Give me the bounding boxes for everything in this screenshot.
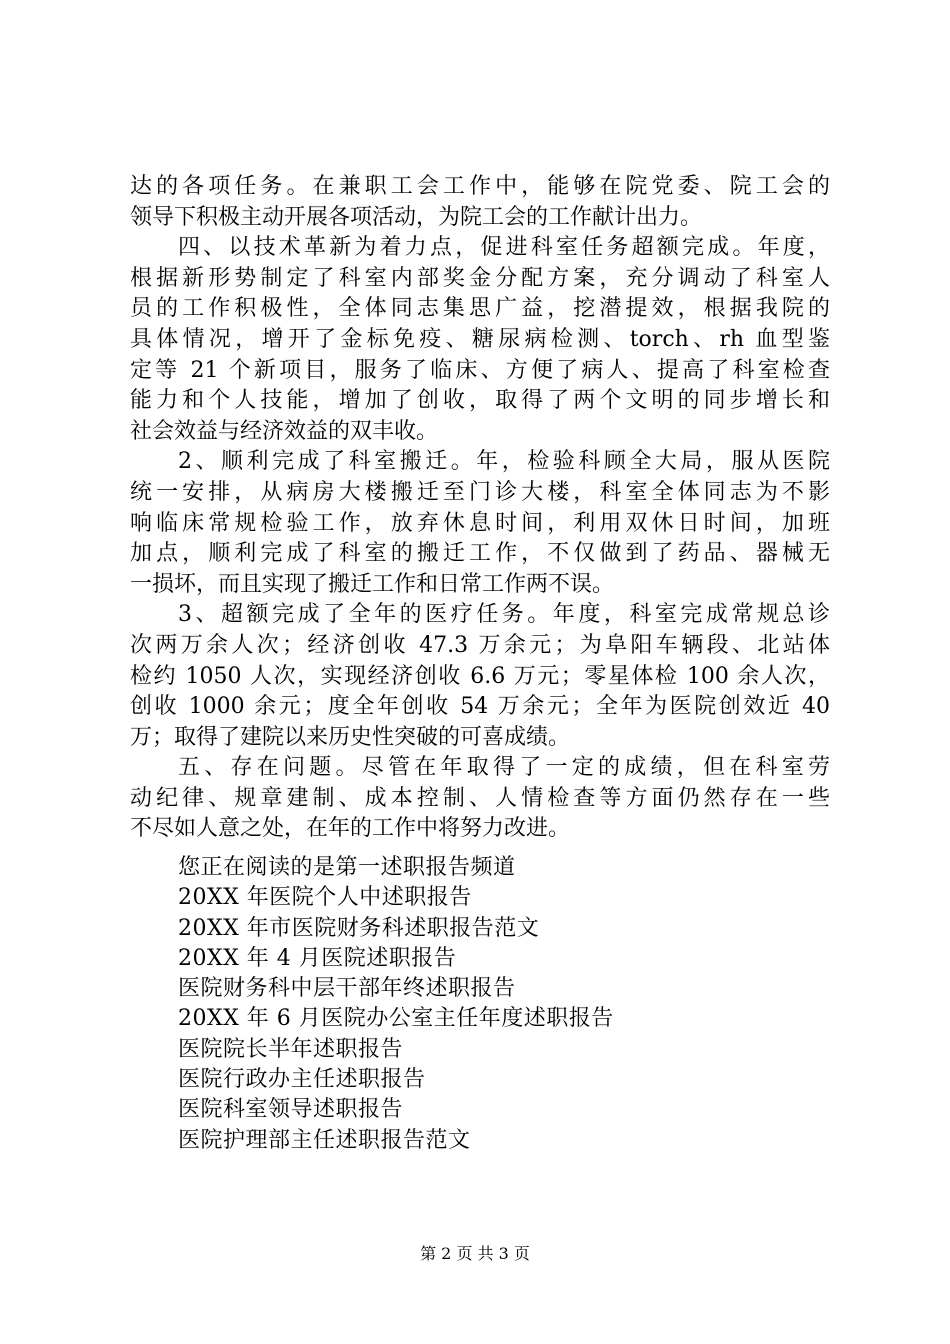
body-text bbox=[130, 172, 830, 845]
related-link[interactable]: 医院院长半年述职报告 bbox=[178, 1036, 404, 1062]
text-line: 2、顺利完成了科室搬迁。年，检验科顾全大局，服从医院 bbox=[178, 449, 830, 475]
page-number-footer: 第 2 页 共 3 页 bbox=[420, 1244, 530, 1263]
text-line: 员的工作积极性，全体同志集思广益，挖潜提效，根据我院的 bbox=[130, 296, 830, 322]
section-heading-line: 五、存在问题。尽管在年取得了一定的成绩，但在科室劳 bbox=[178, 755, 830, 781]
text-line: 动纪律、规章建制、成本控制、人情检查等方面仍然存在一些 bbox=[130, 785, 830, 811]
related-link[interactable]: 20XX 年市医院财务科述职报告范文 bbox=[178, 915, 540, 941]
text-line: 领导下积极主动开展各项活动，为院工会的工作献计出力。 bbox=[130, 204, 703, 230]
text-line: 具体情况，增开了金标免疫、糖尿病检测、torch、rh 血型鉴 bbox=[130, 326, 830, 352]
text-line: 社会效益与经济效益的双丰收。 bbox=[130, 418, 439, 444]
related-link[interactable]: 20XX 年 6 月医院办公室主任年度述职报告 bbox=[178, 1006, 614, 1032]
text-line: 加点，顺利完成了科室的搬迁工作，不仅做到了药品、器械无 bbox=[130, 541, 830, 567]
text-line: 响临床常规检验工作，放弃休息时间，利用双休日时间，加班 bbox=[130, 510, 830, 536]
text-line: 万；取得了建院以来历史性突破的可喜成绩。 bbox=[130, 724, 571, 750]
text-line: 创收 1000 余元；度全年创收 54 万余元；全年为医院创效近 40 bbox=[130, 694, 830, 720]
related-link[interactable]: 医院科室领导述职报告 bbox=[178, 1097, 404, 1123]
text-line: 3、超额完成了全年的医疗任务。年度，科室完成常规总诊 bbox=[178, 602, 830, 628]
related-link[interactable]: 医院财务科中层干部年终述职报告 bbox=[178, 976, 516, 1002]
channel-notice: 您正在阅读的是第一述职报告频道 bbox=[178, 855, 516, 880]
related-links-list bbox=[178, 853, 738, 1156]
text-line: 根据新形势制定了科室内部奖金分配方案，充分调动了科室人 bbox=[130, 265, 830, 291]
related-link[interactable]: 20XX 年医院个人中述职报告 bbox=[178, 885, 472, 911]
text-line: 不尽如人意之处，在年的工作中将努力改进。 bbox=[130, 816, 571, 842]
related-link[interactable]: 医院行政办主任述职报告 bbox=[178, 1067, 426, 1093]
text-line: 达的各项任务。在兼职工会工作中，能够在院党委、院工会的 bbox=[130, 174, 830, 199]
text-line: 一损坏，而且实现了搬迁工作和日常工作两不误。 bbox=[130, 571, 615, 597]
text-line: 次两万余人次；经济创收 47.3 万余元；为阜阳车辆段、北站体 bbox=[130, 632, 830, 658]
related-link[interactable]: 20XX 年 4 月医院述职报告 bbox=[178, 945, 457, 971]
text-line: 检约 1050 人次，实现经济创收 6.6 万元；零星体检 100 余人次， bbox=[130, 663, 830, 689]
section-heading-line: 四、以技术革新为着力点，促进科室任务超额完成。年度， bbox=[178, 235, 830, 261]
text-line: 定等 21 个新项目，服务了临床、方便了病人、提高了科室检查 bbox=[130, 357, 830, 383]
text-line: 能力和个人技能，增加了创收，取得了两个文明的同步增长和 bbox=[130, 388, 830, 414]
related-link[interactable]: 医院护理部主任述职报告范文 bbox=[178, 1127, 471, 1153]
text-line: 统一安排，从病房大楼搬迁至门诊大楼，科室全体同志为不影 bbox=[130, 479, 830, 505]
